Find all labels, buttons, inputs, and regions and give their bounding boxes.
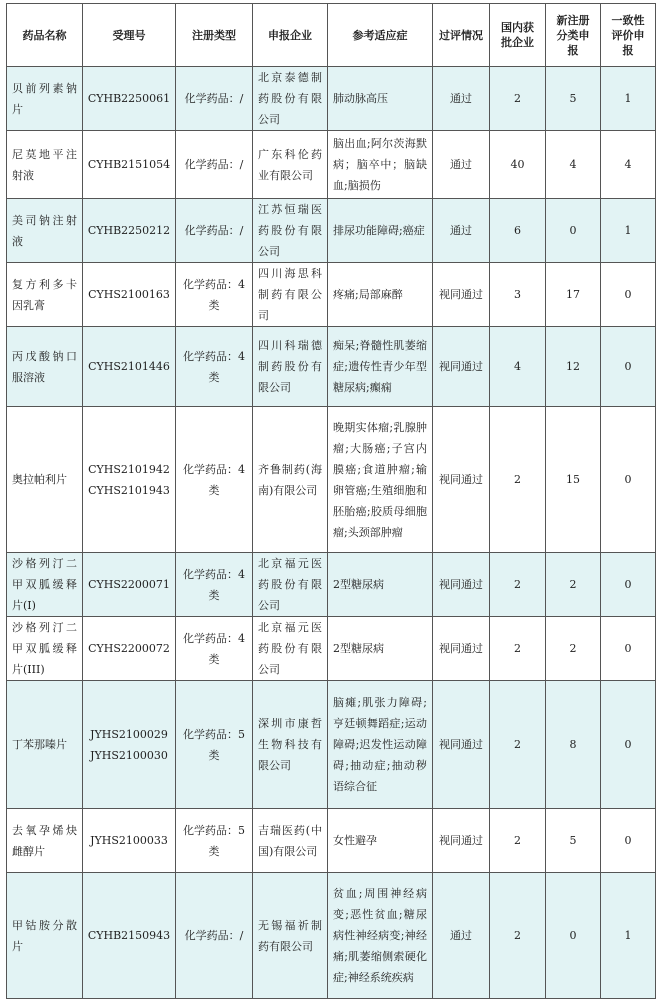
cell-company: 广东科伦药业有限公司 [253, 131, 328, 199]
cell-domestic: 2 [490, 617, 546, 681]
cell-reg-type: 化学药品：5类 [176, 681, 253, 809]
cell-domestic: 6 [490, 199, 546, 263]
cell-review: 视同通过 [433, 263, 490, 327]
cell-domestic: 2 [490, 873, 546, 999]
cell-reg-type: 化学药品：/ [176, 199, 253, 263]
cell-reg-type: 化学药品：/ [176, 67, 253, 131]
cell-company: 北京泰德制药股份有限公司 [253, 67, 328, 131]
cell-new-reg: 12 [546, 327, 601, 407]
cell-accept-no: CYHB2250061 [83, 67, 176, 131]
table-row [7, 327, 656, 407]
cell-review: 通过 [433, 67, 490, 131]
header-reg-type: 注册类型 [176, 4, 253, 67]
table-row [7, 553, 656, 617]
cell-accept-no: JYHS2100033 [83, 809, 176, 873]
cell-new-reg: 4 [546, 131, 601, 199]
cell-consistency: 4 [601, 131, 656, 199]
header-new-reg: 新注册分类申报 [546, 4, 601, 67]
cell-reg-type: 化学药品：4类 [176, 553, 253, 617]
cell-accept-no: CYHS2101942 CYHS2101943 [83, 407, 176, 553]
cell-consistency: 0 [601, 681, 656, 809]
cell-new-reg: 0 [546, 199, 601, 263]
cell-company: 吉瑞医药(中国)有限公司 [253, 809, 328, 873]
cell-review: 视同通过 [433, 327, 490, 407]
header-indication: 参考适应症 [328, 4, 433, 67]
cell-indication: 晚期实体瘤;乳腺肿瘤;大肠癌;子宫内膜癌;食道肿瘤;输卵管癌;生殖细胞和胚胎癌;胶质母细胞瘤;头颈部肿瘤 [328, 407, 433, 553]
cell-consistency: 0 [601, 617, 656, 681]
cell-reg-type: 化学药品：/ [176, 131, 253, 199]
cell-company: 北京福元医药股份有限公司 [253, 617, 328, 681]
table-row [7, 199, 656, 263]
cell-company: 齐鲁制药(海南)有限公司 [253, 407, 328, 553]
header-company: 申报企业 [253, 4, 328, 67]
cell-drug-name: 丁苯那嗪片 [7, 681, 83, 809]
header-domestic: 国内获批企业 [490, 4, 546, 67]
cell-consistency: 0 [601, 407, 656, 553]
cell-review: 视同通过 [433, 553, 490, 617]
cell-indication: 2型糖尿病 [328, 617, 433, 681]
header-review: 过评情况 [433, 4, 490, 67]
cell-new-reg: 5 [546, 67, 601, 131]
cell-new-reg: 8 [546, 681, 601, 809]
cell-domestic: 2 [490, 809, 546, 873]
cell-indication: 女性避孕 [328, 809, 433, 873]
cell-review: 通过 [433, 873, 490, 999]
cell-domestic: 2 [490, 67, 546, 131]
cell-domestic: 3 [490, 263, 546, 327]
cell-reg-type: 化学药品：4类 [176, 263, 253, 327]
cell-accept-no: CYHB2150943 [83, 873, 176, 999]
cell-new-reg: 5 [546, 809, 601, 873]
cell-indication: 脑瘫;肌张力障碍;亨廷顿舞蹈症;运动障碍;迟发性运动障碍;抽动症;抽动秽语综合征 [328, 681, 433, 809]
table-row [7, 263, 656, 327]
table-row [7, 809, 656, 873]
cell-reg-type: 化学药品：4类 [176, 407, 253, 553]
cell-company: 北京福元医药股份有限公司 [253, 553, 328, 617]
cell-consistency: 1 [601, 67, 656, 131]
cell-consistency: 0 [601, 809, 656, 873]
cell-review: 视同通过 [433, 681, 490, 809]
header-row [7, 4, 656, 67]
cell-indication: 疼痛;局部麻醉 [328, 263, 433, 327]
cell-drug-name: 美司钠注射液 [7, 199, 83, 263]
cell-company: 深圳市康哲生物科技有限公司 [253, 681, 328, 809]
cell-drug-name: 复方利多卡因乳膏 [7, 263, 83, 327]
cell-accept-no: CYHB2250212 [83, 199, 176, 263]
cell-drug-name: 贝前列素钠片 [7, 67, 83, 131]
cell-accept-no: CYHS2200071 [83, 553, 176, 617]
table-body [7, 67, 656, 999]
cell-indication: 2型糖尿病 [328, 553, 433, 617]
cell-drug-name: 甲钴胺分散片 [7, 873, 83, 999]
cell-consistency: 0 [601, 263, 656, 327]
cell-consistency: 0 [601, 327, 656, 407]
cell-drug-name: 奥拉帕利片 [7, 407, 83, 553]
cell-domestic: 2 [490, 407, 546, 553]
cell-drug-name: 沙格列汀二甲双胍缓释片(Ⅰ) [7, 553, 83, 617]
cell-domestic: 40 [490, 131, 546, 199]
cell-new-reg: 0 [546, 873, 601, 999]
cell-indication: 肺动脉高压 [328, 67, 433, 131]
cell-company: 江苏恒瑞医药股份有限公司 [253, 199, 328, 263]
cell-consistency: 1 [601, 873, 656, 999]
cell-indication: 排尿功能障碍;癌症 [328, 199, 433, 263]
cell-reg-type: 化学药品：5类 [176, 809, 253, 873]
cell-review: 视同通过 [433, 809, 490, 873]
cell-domestic: 4 [490, 327, 546, 407]
cell-drug-name: 丙戊酸钠口服溶液 [7, 327, 83, 407]
cell-domestic: 2 [490, 553, 546, 617]
cell-domestic: 2 [490, 681, 546, 809]
header-accept-no: 受理号 [83, 4, 176, 67]
cell-company: 无锡福祈制药有限公司 [253, 873, 328, 999]
cell-accept-no: CYHS2100163 [83, 263, 176, 327]
cell-indication: 贫血;周围神经病变;恶性贫血;糖尿病性神经病变;神经痛;肌萎缩侧索硬化症;神经系统疾病 [328, 873, 433, 999]
cell-new-reg: 17 [546, 263, 601, 327]
cell-accept-no: CYHS2101446 [83, 327, 176, 407]
cell-review: 视同通过 [433, 407, 490, 553]
cell-reg-type: 化学药品：/ [176, 873, 253, 999]
table-wrapper [6, 3, 656, 999]
cell-drug-name: 沙格列汀二甲双胍缓释片(III) [7, 617, 83, 681]
cell-new-reg: 2 [546, 617, 601, 681]
cell-review: 通过 [433, 131, 490, 199]
table-row [7, 873, 656, 999]
table-row [7, 617, 656, 681]
cell-accept-no: CYHB2151054 [83, 131, 176, 199]
cell-reg-type: 化学药品：4类 [176, 327, 253, 407]
cell-review: 通过 [433, 199, 490, 263]
cell-company: 四川科瑞德制药股份有限公司 [253, 327, 328, 407]
table-row [7, 407, 656, 553]
cell-consistency: 1 [601, 199, 656, 263]
header-consistency: 一致性评价申报 [601, 4, 656, 67]
cell-indication: 脑出血;阿尔茨海默病；脑卒中；脑缺血;脑损伤 [328, 131, 433, 199]
cell-reg-type: 化学药品：4类 [176, 617, 253, 681]
cell-new-reg: 2 [546, 553, 601, 617]
cell-indication: 痴呆;脊髓性肌萎缩症;遗传性青少年型糖尿病;癫痫 [328, 327, 433, 407]
cell-accept-no: CYHS2200072 [83, 617, 176, 681]
table-row [7, 67, 656, 131]
cell-new-reg: 15 [546, 407, 601, 553]
cell-company: 四川海思科制药有限公司 [253, 263, 328, 327]
cell-drug-name: 去氧孕烯炔雌醇片 [7, 809, 83, 873]
header-drug-name: 药品名称 [7, 4, 83, 67]
cell-consistency: 0 [601, 553, 656, 617]
table-row [7, 131, 656, 199]
cell-review: 视同通过 [433, 617, 490, 681]
table-row [7, 681, 656, 809]
cell-accept-no: JYHS2100029 JYHS2100030 [83, 681, 176, 809]
drug-review-table [6, 3, 656, 999]
cell-drug-name: 尼莫地平注射液 [7, 131, 83, 199]
